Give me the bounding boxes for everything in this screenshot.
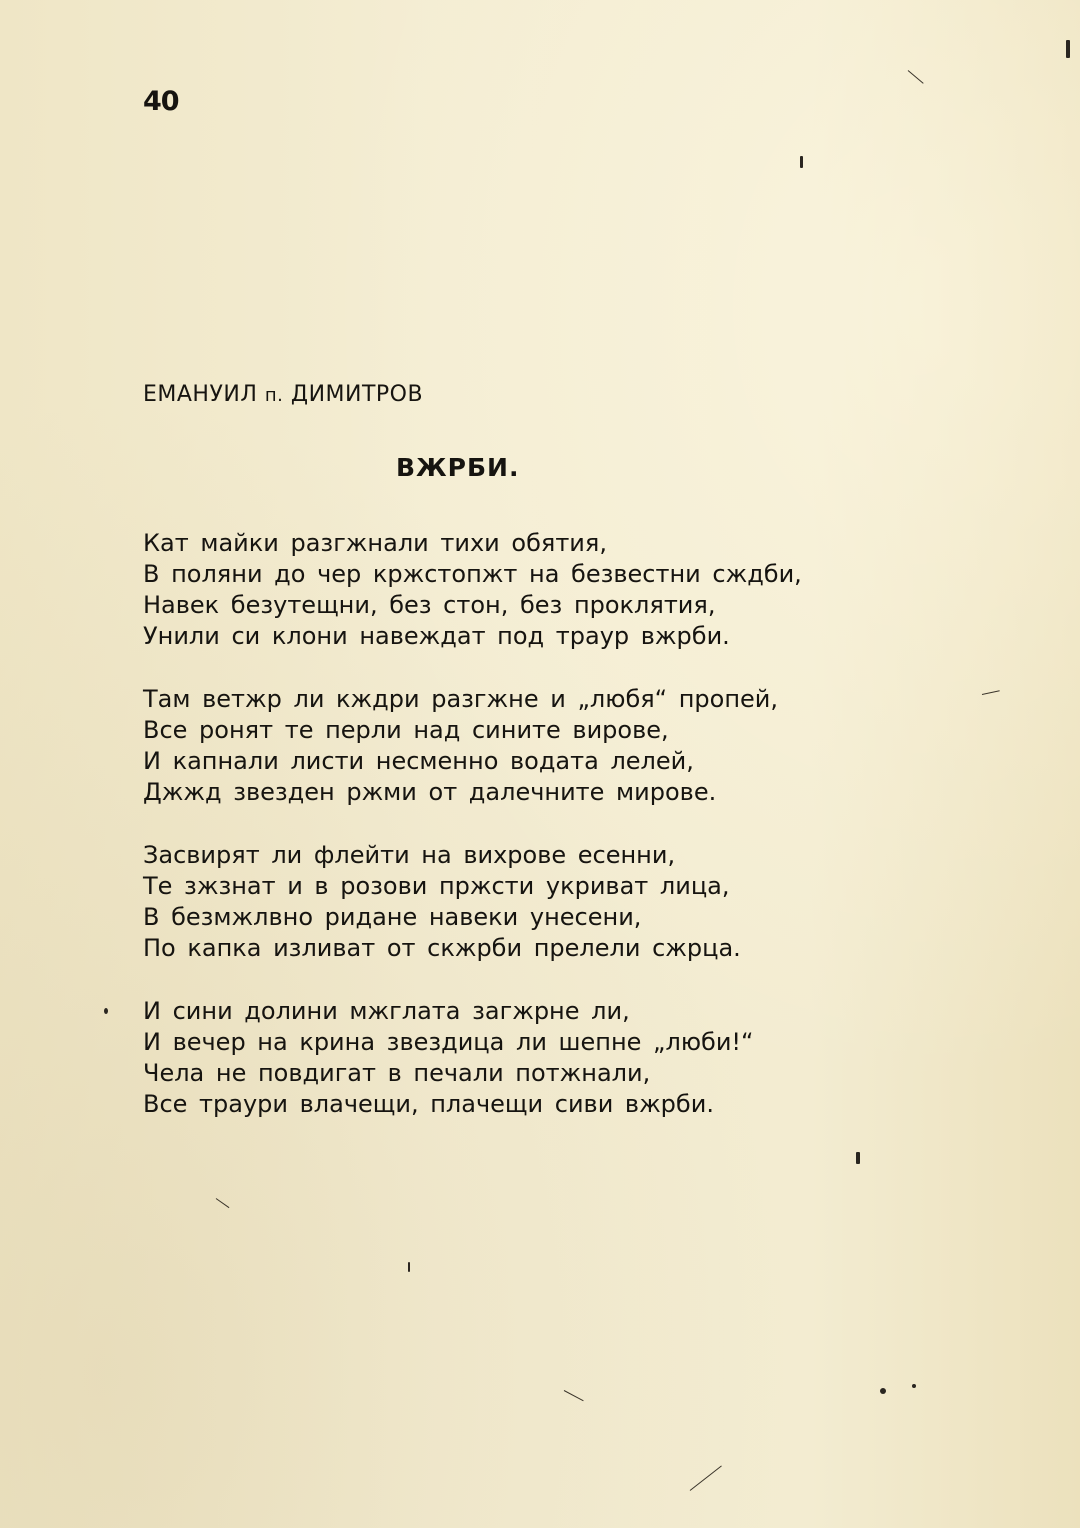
paper-speck [856, 1152, 860, 1164]
poem-line: Унили си клони навеждат под траур вжрби. [143, 622, 730, 650]
paper-scratch [690, 1465, 722, 1490]
page-number: 40 [143, 86, 179, 117]
poem-line: И вечер на крина звездица ли шепне „люби!“ [143, 1028, 754, 1056]
poem-line: И сини долини мжглата загжрне ли, [143, 997, 630, 1025]
author-name [143, 382, 423, 407]
poem-line: Те зжзнат и в розови пржсти укриват лица, [143, 872, 730, 900]
paper-speck [880, 1388, 886, 1394]
poem-line: Навек безутещни, без стон, без проклятия, [143, 591, 716, 619]
poem-line: Джжд звезден ржми от далечните мирове. [143, 778, 717, 806]
poem-line: Все траури влачещи, плачещи сиви вжрби. [143, 1090, 714, 1118]
poem-line: В поляни до чер кржстопжт на безвестни сждби, [143, 560, 802, 588]
paper-speck [800, 156, 803, 168]
stanza-4 [143, 996, 863, 1120]
poem-line: Чела не повдигат в печали потжнали, [143, 1059, 651, 1087]
paper-scratch [216, 1198, 230, 1208]
author-initial: п. [264, 385, 284, 406]
poem-line: Все ронят те перли над сините вирове, [143, 716, 669, 744]
paper-scratch [908, 70, 924, 84]
paper-speck [912, 1384, 916, 1388]
poem-line: И капнали листи несменно водата лелей, [143, 747, 694, 775]
poem-line: В безмжлвно ридане навеки унесени, [143, 903, 642, 931]
poem-line: Кат майки разгжнали тихи обятия, [143, 529, 607, 557]
poem-title: ВЖРБИ. [396, 453, 520, 482]
paper-speck [408, 1262, 410, 1272]
poem-body [143, 528, 863, 1152]
author-first-name: ЕМАНУИЛ [143, 382, 258, 407]
poem-line: Там ветжр ли кждри разгжне и „любя“ пропей, [143, 685, 779, 713]
paper-scratch [564, 1390, 584, 1401]
paper-speck [104, 1008, 108, 1014]
stanza-3 [143, 840, 863, 964]
author-last-name: ДИМИТРОВ [290, 382, 424, 407]
stanza-2 [143, 684, 863, 808]
stanza-1 [143, 528, 863, 652]
poem-line: По капка изливат от скжрби прелели сжрца. [143, 934, 741, 962]
paper-speck [1066, 40, 1070, 58]
poem-line: Засвирят ли флейти на вихрове есенни, [143, 841, 676, 869]
paper-scratch [982, 690, 1000, 695]
